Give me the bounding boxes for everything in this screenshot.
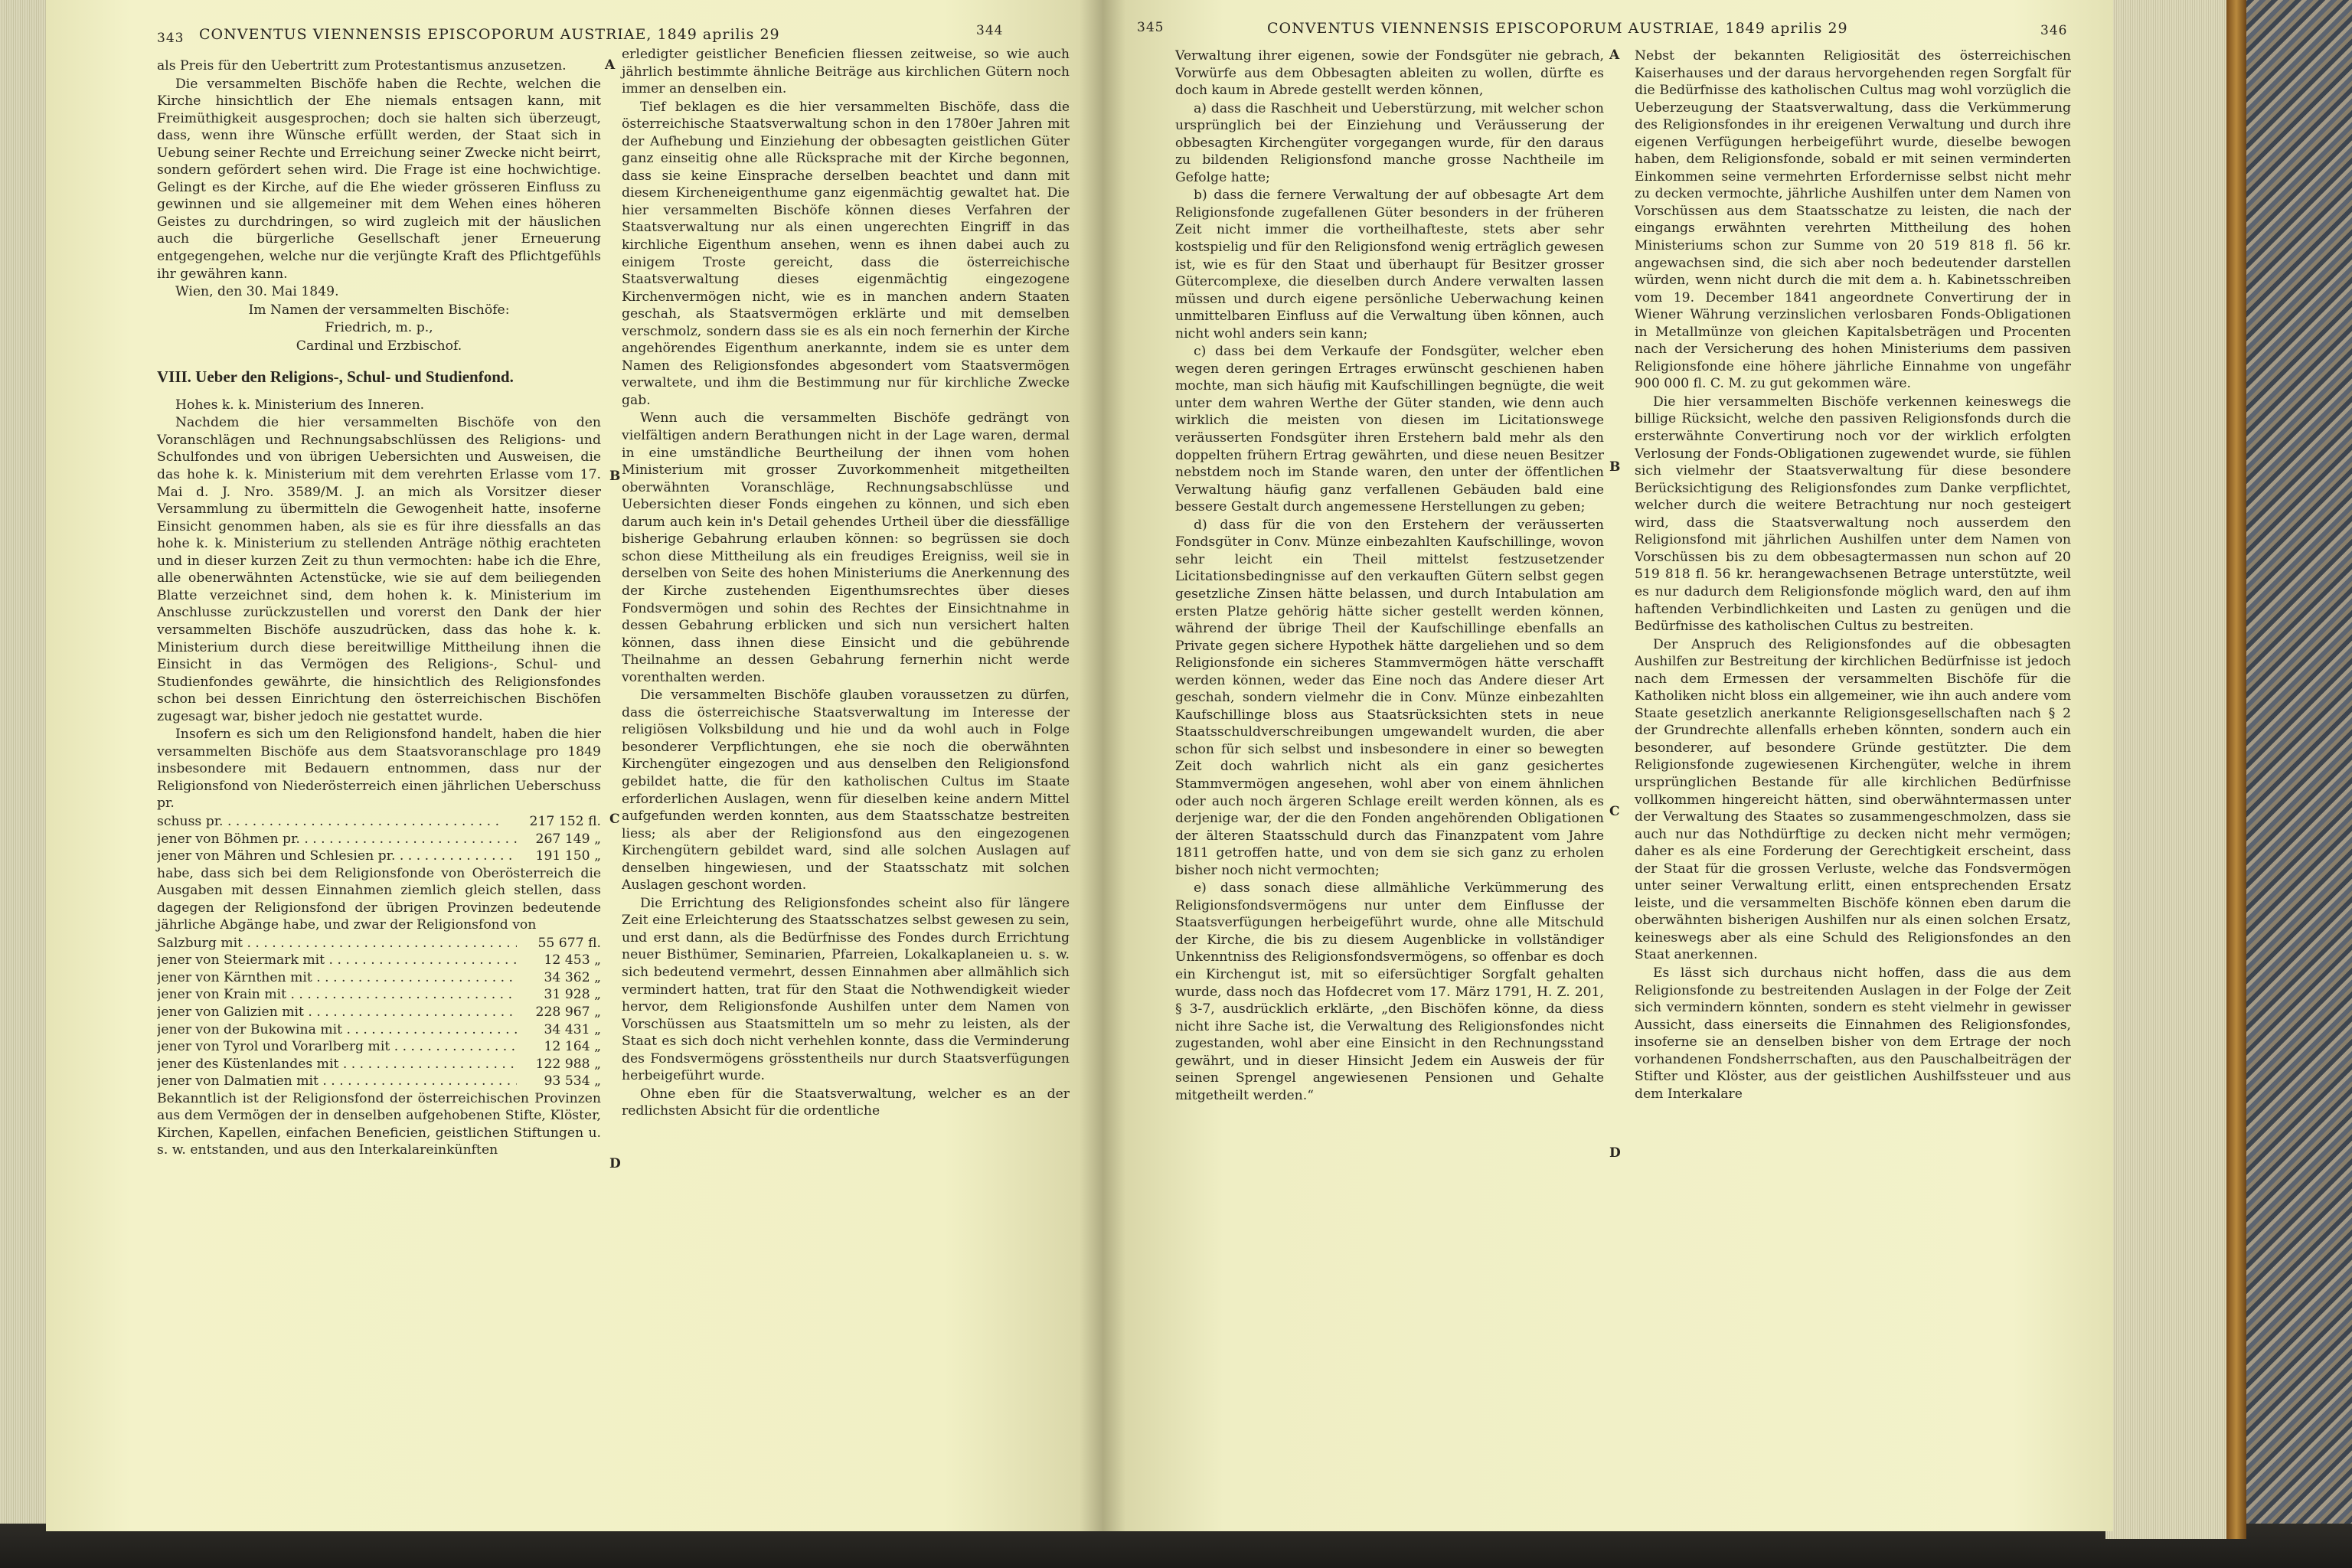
right-page [1102,0,2113,1531]
ledger-row [157,813,601,831]
book-page-edges-right [2105,0,2228,1539]
ledger-row [157,969,601,987]
margin-letter-c: C [1609,804,1620,819]
page-number-344: 344 [976,23,1004,38]
ledger-row [157,1073,601,1090]
ledger-amount: 12 453 „ [544,952,601,969]
paragraph: Verwaltung ihrer eigenen, sowie der Fondsgüter nie gebrach, Vorwürfe aus dem Obbesagten ableiten zu wollen, dürfte es doch kaum in Abrede gestellt werden können, [1175,48,1604,99]
ledger-label: jener des Küstenlandes mit . . . [157,1056,517,1073]
margin-letter-a: A [1609,47,1620,63]
paragraph: Nachdem die hier versammelten Bischöfe von den Voranschlägen und Rechnungsabschlüssen des Religions- und Schulfondes und von übrigen Uebersichten und Ausweisen, die das hohe k. k. Ministerium mit dem verehrten Erlasse vom 17. Mai d. J. Nro. 3589/M. J. an mich als Vorsitzer dieser Versammlung zu übermitteln die Gewogenheit hatte, insoferne Einsicht genommen haben, als sie es für ihre diessfalls an das hohe k. k. Ministerium zu stellenden Anträge nöthig erachteten und in dieser kurzen Zeit zu thun vermochten: habe ich die Ehre, alle obenerwähnten Actenstücke, wie sie auf dem beiliegenden Blatte verzeichnet sind, dem hohen k. k. Ministerium im Anschlusse zurückzustellen und vorerst den Dank der hier versammelten Bischöfe auszudrücken, dass das hohe k. k. Ministerium durch diese bereitwillige Mittheilung ihnen die Einsicht in das Vermögen des Religions-, Schul- und Studienfondes gewährte, die hinsichtlich des Religionsfondes schon bei dessen Einrichtung den österreichischen Bischöfen zugesagt war, bisher jedoch nie gestattet wurde. [157,415,601,724]
paragraph: Ohne eben für die Staatsverwaltung, welcher es an der redlichsten Absicht für die ordentliche [622,1086,1070,1119]
tablecloth-background [2236,0,2352,1568]
left-page-column-2 [622,46,1070,1121]
left-page [46,0,1102,1531]
ledger-label: jener von Böhmen pr. . . . [157,831,517,848]
ledger-label: jener von Mähren und Schlesien pr. . . . [157,848,517,865]
paragraph: Die versammelten Bischöfe glauben voraussetzen zu dürfen, dass die österreichische Staatsverwaltung im Interesse der religiösen Volksbildung und hie und da wohl auch in Folge besonderer Verpflichtungen, ehe sie noch die oberwähnten Kirchengüter eingezogen und aus denselben den Religionsfond gebildet hatte, die für den katholischen Cultus im Staate erforderlichen Auslagen, wenn für dieselben keine andern Mittel aufgefunden werden konnten, aus dem Staatsschatze bestreiten liess; als aber der Religionsfond aus den eingezogenen Kirchengütern gebildet ward, sind alle solchen Auslagen auf denselben hingewiesen, und der Staatsschatz mit solchen Auslagen geschont worden. [622,688,1070,893]
margin-letter-d: D [609,1156,621,1171]
paragraph: Die Errichtung des Religionsfondes scheint also für längere Zeit eine Erleichterung des Staatsschatzes selbst gewesen zu sein, und erst dann, als die Bedürfnisse des Fondes durch Errichtung neuer Bisthümer, Seminarien, Pfarreien, Lokalkaplaneien u. s. w. sich bedeutend vermehrt, dessen Einnahmen aber allmählich sich vermindert hatten, trat für den Staat die Nothwendigkeit wieder hervor, dem Religionsfonde Aushilfen unter dem Namen von Vorschüssen aus Staatsmitteln um so mehr zu leisten, als der Staat es sich doch nicht verhehlen konnte, dass die Verminderung des Fondsvermögens grösstentheils nur durch Staatsverfügungen herbeigeführt wurde. [622,895,1070,1084]
paragraph: erledigter geistlicher Beneficien fliessen zeitweise, so wie auch jährlich bestimmte ähnliche Beiträge aus kirchlichen Gütern noch immer an denselben ein. [622,47,1070,97]
section-heading: VIII. Ueber den Religions-, Schul- und Studienfond. [157,368,514,387]
ledger-amount: 34 362 „ [544,969,601,985]
paragraph: c) dass bei dem Verkaufe der Fondsgüter, welcher eben wegen deren geringen Ertrages erwünscht geschienen haben mochte, man sich häufig mit Kaufschillingen begnügte, die weit unter dem wahren Werthe der Güter standen, wie denn auch wirklich die meisten von diesen im Licitationswege veräusserten Fondsgüter ihren Erstehern bald mehr als den doppelten frühern Ertrag gewährten, und diese neuen Besitzer nebstdem noch im Stande waren, den unter der öffentlichen Verwaltung häufig ganz verfallenen Gebäuden bald eine bessere Gestalt durch angemessene Herstellungen zu geben; [1175,344,1604,515]
ledger-amount: 122 988 „ [535,1056,601,1072]
ledger-amount: 55 677 fl. [537,935,601,951]
ledger-amount: 12 164 „ [544,1039,601,1055]
margin-letter-b: B [1609,459,1621,475]
right-page-column-2 [1635,47,2071,1103]
ledger-row [157,1038,601,1056]
ledger-row [157,1056,601,1073]
ledger-row [157,1004,601,1021]
ledger-label: schuss pr. . . . [157,813,517,831]
ledger-amount: 217 152 fl. [529,813,601,829]
ledger-label: jener von Dalmatien mit . . . [157,1073,517,1090]
ledger-amount: 34 431 „ [544,1021,601,1037]
ledger-label: jener von Tyrol und Vorarlberg mit . . . [157,1038,517,1056]
margin-letter-d: D [1609,1145,1621,1161]
running-head: CONVENTUS VIENNENSIS EPISCOPORUM AUSTRIAE, 1849 aprilis 29 [199,26,780,43]
margin-letter-a: A [605,57,616,73]
paragraph: e) dass sonach diese allmähliche Verkümmerung des Religionsfondsvermögens nur unter dem Einflusse der Staatsverfügungen herbeigeführt wurde, ohne alle Mitschuld der Kirche, die bis zu diesem Augenblicke in vollständiger Unkenntniss des Religionsfondsvermögens, so offenbar es doch ein Kirchengut ist, mit so eifersüchtiger Sorgfalt gehalten wurde, dass noch das Hofdecret vom 17. März 1791, H. Z. 201, § 3-7, ausdrücklich erklärte, „den Bischöfen könne, da diess nicht ihre Sache ist, die Verwaltung des Religionsfondes nicht zugestanden, wohl aber eine Einsicht in den Rechnungsstand gewährt, und in dieser Hinsicht Jedem ein Ausweis der für seinen Sprengel angewiesenen Pensionen und Gehalte mitgetheilt werden.“ [1175,880,1604,1103]
ledger-row [157,848,601,865]
paragraph: Hohes k. k. Ministerium des Inneren. [175,397,425,413]
ledger-row [157,935,601,952]
ledger-amount: 31 928 „ [544,987,601,1003]
signature-line: Im Namen der versammelten Bischöfe: [248,302,510,318]
left-page-column-1 [157,57,601,1160]
paragraph: Wenn auch die versammelten Bischöfe gedrängt von vielfältigen andern Berathungen nicht in der Lage waren, dermal in eine umständliche Beurtheilung der ihnen vom hohen Ministerium mit grosser Zuvorkommenheit mitgetheilten oberwähnten Voranschläge, Rechnungsabschlüsse und Uebersichten dieser Fonds eingehen zu können, und sich eben darum auch kein in's Detail gehendes Urtheil über die diessfällige bisherige Gebahrung erlauben können: so begrüssen sie doch schon diese Mittheilung als ein freudiges Ereigniss, weil sie in derselben von Seite des hohen Ministeriums die Anerkennung des der Kirche zustehenden Eigenthumsrechtes über dieses Fondsvermögen und sohin des Rechtes der Einsichtnahme in dessen Gebahrung erblicken und sich nun versichert halten können, dass ihnen diese Einsicht und die gebührende Theilnahme an dessen Gebahrung fernerhin nicht werde vorenthalten werden. [622,410,1070,685]
paragraph: habe, dass sich bei dem Religionsfonde von Oberösterreich die Ausgaben mit dessen Einnahmen ziemlich gleich stellen, dass dagegen der Religionsfond der übrigen Provinzen bedeutende jährliche Abgänge habe, und zwar der Religionsfond von [157,865,601,933]
paragraph: Bekanntlich ist der Religionsfond der österreichischen Provinzen aus dem Vermögen der in denselben aufgehobenen Stifte, Klöster, Kirchen, Kapellen, einfachen Beneficien, geistlichen Stiftungen u. s. w. entstanden, und aus den Interkalareinkünften [157,1090,601,1158]
paragraph: als Preis für den Uebertritt zum Protestantismus anzusetzen. [157,58,567,74]
paragraph: Nebst der bekannten Religiosität des österreichischen Kaiserhauses und der daraus hervorgehenden regen Sorgfalt für die Bedürfnisse des katholischen Cultus mag wohl vorzüglich die Ueberzeugung der Staatsverwaltung, dass die Verkümmerung des Religionsfondes in ihr ereigenen Verwaltung und durch ihre eigenen Verfügungen herbeigeführt wurde, dieselbe bewogen haben, dem Religionsfonde, sobald er mit seinen verminderten Einkommen seine vermehrten Erfordernisse selbst nicht mehr zu decken vermochte, jährliche Aushilfen unter dem Namen von Vorschüssen aus dem Staatsschatze zu leisten, die nach der eingangs erwähnten verehrten Mittheilung des hohen Ministeriums schon zur Summe von 20 519 818 fl. 56 kr. angewachsen sind, die sich aber noch bedeutender darstellen würden, wenn nicht durch die mit dem a. h. Kabinetsschreiben vom 19. December 1841 angeordnete Convertirung der in Wiener Währung verzinslichen verlosbaren Fonds-Obligationen in Metallmünze von gleichen Kapitalsbeträgen und Procenten nach der Versicherung des hohen Ministeriums dem passiven Religionsfonde eine höhere jährliche Einnahme von ungefähr 900 000 fl. C. M. zu gut gekommen wäre. [1635,48,2071,392]
paragraph: Der Anspruch des Religionsfondes auf die obbesagten Aushilfen zur Bestreitung der kirchlichen Bedürfnisse ist jedoch nach dem Ermessen der versammelten Bischöfe für die Katholiken nicht bloss ein allgemeiner, wie ihn auch andere vom Staate gesetzlich anerkannte Religionsgesellschaften nach § 2 der Grundrechte allenfalls erheben könnten, sondern auch ein besonderer, auf besondere Gründe gestützter. Die dem Religionsfonde zugewiesenen Kirchengüter, welche in ihrem ursprünglichen Bestande für alle kirchlichen Bedürfnisse vollkommen hingereicht hätten, sind oberwähntermassen unter der Verwaltung des Staates so zusammengeschmolzen, dass sie auch nur das Nothdürftige zu decken nicht mehr vermögen; daher es als eine Forderung der Gerechtigkeit erscheint, dass der Staat für die grossen Verluste, welche das Fondsvermögen unter seiner Verwaltung erlitt, einen entsprechenden Ersatz leiste, und die versammelten Bischöfe können eben darum die oberwähnten bisherigen Aushilfen nur als einen solchen Ersatz, keineswegs aber als eine Schuld des Religionsfondes an den Staat anerkennen. [1635,636,2071,963]
paragraph: Die versammelten Bischöfe haben die Rechte, welchen die Kirche hinsichtlich der Ehe niemals entsagen kann, mit Freimüthigkeit ausgesprochen; doch sie halten sich überzeugt, dass, wenn ihre Wünsche erfüllt werden, der Staat sich in Uebung seiner Rechte und Erreichung seiner Zwecke nicht beirrt, sondern gefördert sehen wird. Die Frage ist eine hochwichtige. Gelingt es der Kirche, auf die Ehe wieder grösseren Einfluss zu gewinnen und sie allgemeiner mit dem Wehen eines höheren Geistes zu durchdringen, so wird zugleich mit der häuslichen auch die bürgerliche Gesellschaft jener Erneuerung entgegengehen, welche nur die verjüngte Kraft des Pflichtgefühls ihr gewähren kann. [157,76,601,282]
paragraph: Insofern es sich um den Religionsfond handelt, haben die hier versammelten Bischöfe aus dem Staatsvoranschlage pro 1849 insbesondere mit Bedauern entnommen, dass nur der Religionsfond von Niederösterreich einen jährlichen Ueberschuss pr. [157,727,601,812]
page-number-343: 343 [157,31,185,46]
ledger-label: jener von Galizien mit . . . [157,1004,517,1021]
signature-line: Friedrich, m. p., [325,320,433,336]
page-number-345: 345 [1137,20,1165,35]
ledger-row [157,952,601,969]
paragraph: Tief beklagen es die hier versammelten Bischöfe, dass die österreichische Staatsverwaltung schon in den 1780er Jahren mit der Aufhebung und Einziehung der obbesagten geistlichen Güter ganz einseitig ohne alle Rücksprache mit der Kirche begonnen, dass sie keine Einsprache derselben beachtet und dann mit diesem Kircheneigenthume ganz eigenmächtig gewaltet hat. Die hier versammelten Bischöfe können dieses Verfahren der Staatsverwaltung nur als einen ungerechten Eingriff in das kirchliche Eigenthum ansehen, wenn es ihnen dabei auch zu einigem Troste gereicht, dass die österreichische Staatsverwaltung dieses eigenmächtig eingezogene Kirchenvermögen nicht, wie es in manchen andern Staaten geschah, als Staatsvermögen erklärte und mit demselben verschmolz, sondern dass sie es als ein noch fernerhin der Kirche angehörendes Eigenthum anerkannte, indem sie es unter dem Namen des Religionsfondes abgesondert vom Staatsvermögen verwaltete, und ihm die Bestimmung nur für kirchliche Zwecke gab. [622,99,1070,408]
ledger-label: jener von Steiermark mit . . . [157,952,517,969]
ledger-label: jener von Krain mit . . . [157,986,517,1004]
ledger-amount: 191 150 „ [535,848,601,864]
paragraph: a) dass die Raschheit und Ueberstürzung, mit welcher schon ursprünglich bei der Einziehung und Veräusserung der obbesagten Kirchengüter vorgegangen wurde, für den daraus zu bildenden Religionsfond manche grosse Nachtheile im Gefolge hatte; [1175,100,1604,185]
right-page-column-1 [1175,47,1604,1105]
ledger-amount: 228 967 „ [535,1004,601,1020]
running-head: CONVENTUS VIENNENSIS EPISCOPORUM AUSTRIAE, 1849 aprilis 29 [1267,20,1848,37]
margin-letter-c: C [609,812,620,827]
ledger-label: jener von Kärnthen mit . . . [157,969,517,987]
paragraph: Es lässt sich durchaus nicht hoffen, dass die aus dem Religionsfonde zu bestreitenden Auslagen in der Folge der Zeit sich vermindern könnten, sondern es steht vielmehr in gewisser Aussicht, dass einerseits die Einnahmen des Religionsfondes, insoferne sie an denselben bisher von dem Ertrage der noch vorhandenen Fondsherrschaften, aus den Pauschalbeiträgen der Stifter und Klöster, aus der geistlichen Aushilfssteuer und aus dem Interkalare [1635,965,2071,1102]
signature-line: Cardinal und Erzbischof. [296,338,462,354]
left-page-header [46,0,1102,46]
ledger-row [157,986,601,1004]
book-gutter-shadow [1080,0,1125,1531]
ledger-row [157,831,601,848]
paragraph: d) dass für die von den Erstehern der veräusserten Fondsgüter in Conv. Münze einbezahlten Kaufschillinge, wovon sehr leicht ein Theil mittelst festzusetzender Licitationsbedingnisse auf den verkauften Gütern selbst gegen gesetzliche Zinsen hätte belassen, und durch Intabulation am ersten Platze gehörig hätte sicher gestellt werden können, während der übrige Theil der Kaufschillinge ebenfalls an Private gegen sichere Hypothek hätte dargeliehen und so dem Religionsfonde ein sicheres Stammvermögen hätte verschafft werden können, weder das Eine noch das Andere dieser Art geschah, sondern vielmehr die in Conv. Münze einbezahlten Kaufschillinge bloss aus Staatsrücksichten stets in neue Staatsschuldverschreibungen umgewandelt wurden, die aber schon für sich selbst und insbesondere in einer so bewegten Zeit doch wahrlich nicht als ein ganz gesichertes Stammvermögen angesehen, wohl aber von einem ähnlichen oder auch noch ärgeren Schlage ereilt werden können, als es derjenige war, der die den Fonden angehörenden Obligationen der älteren Staatsschuld durch das Finanzpatent vom Jahre 1811 getroffen hatte, und von dem sie sich ganz zu erholen bisher noch nicht vermochten; [1175,517,1604,878]
paragraph: Wien, den 30. Mai 1849. [175,284,339,300]
right-page-header [1102,0,2113,46]
ledger-amount: 267 149 „ [535,831,601,847]
ledger-label: jener von der Bukowina mit . . . [157,1021,517,1039]
ledger-row [157,1021,601,1039]
book-cover-edge [2226,0,2246,1539]
page-number-346: 346 [2040,23,2068,38]
margin-letter-b: B [609,469,621,484]
paragraph: b) dass die fernere Verwaltung der auf obbesagte Art dem Religionsfonde zugefallenen Güter besonders in der früheren Zeit nicht immer die vortheilhafteste, stets aber sehr kostspielig und für den Religionsfond wenig erträglich gewesen ist, wie es für den Staat und überhaupt für Besitzer grosser Gütercomplexe, die dieselben durch Andere verwalten lassen müssen und durch eigene persönliche Ueberwachung keinen unmittelbaren Einfluss auf die Verwaltung üben können, auch nicht wohl anders sein kann; [1175,188,1604,341]
ledger-amount: 93 534 „ [544,1073,601,1089]
ledger-label: Salzburg mit . . . [157,935,517,952]
paragraph: Die hier versammelten Bischöfe verkennen keineswegs die billige Rücksicht, welche den passiven Religionsfonds durch die ersterwähnte Convertirung noch vor der wirklich erfolgten Verlosung der Fonds-Obligationen zugewendet wurde, sie fühlen sich vielmehr der Staatsverwaltung für diese besondere Berücksichtigung des Religionsfondes zum Danke verpflichtet, welcher durch die weitere Betrachtung nur noch gesteigert wird, dass die Staatsverwaltung noch ausserdem den Religionsfond mit jährlichen Aushilfen unter dem Namen von Vorschüssen bis zu dem obbesagtermassen nun schon auf 20 519 818 fl. 56 kr. herangewachsenen Betrage unterstützte, weil es nur dadurch dem Religionsfonde möglich ward, den auf ihm haftenden Verbindlichkeiten und Lasten zu genügen und die Bedürfnisse des katholischen Cultus zu bestreiten. [1635,394,2071,635]
